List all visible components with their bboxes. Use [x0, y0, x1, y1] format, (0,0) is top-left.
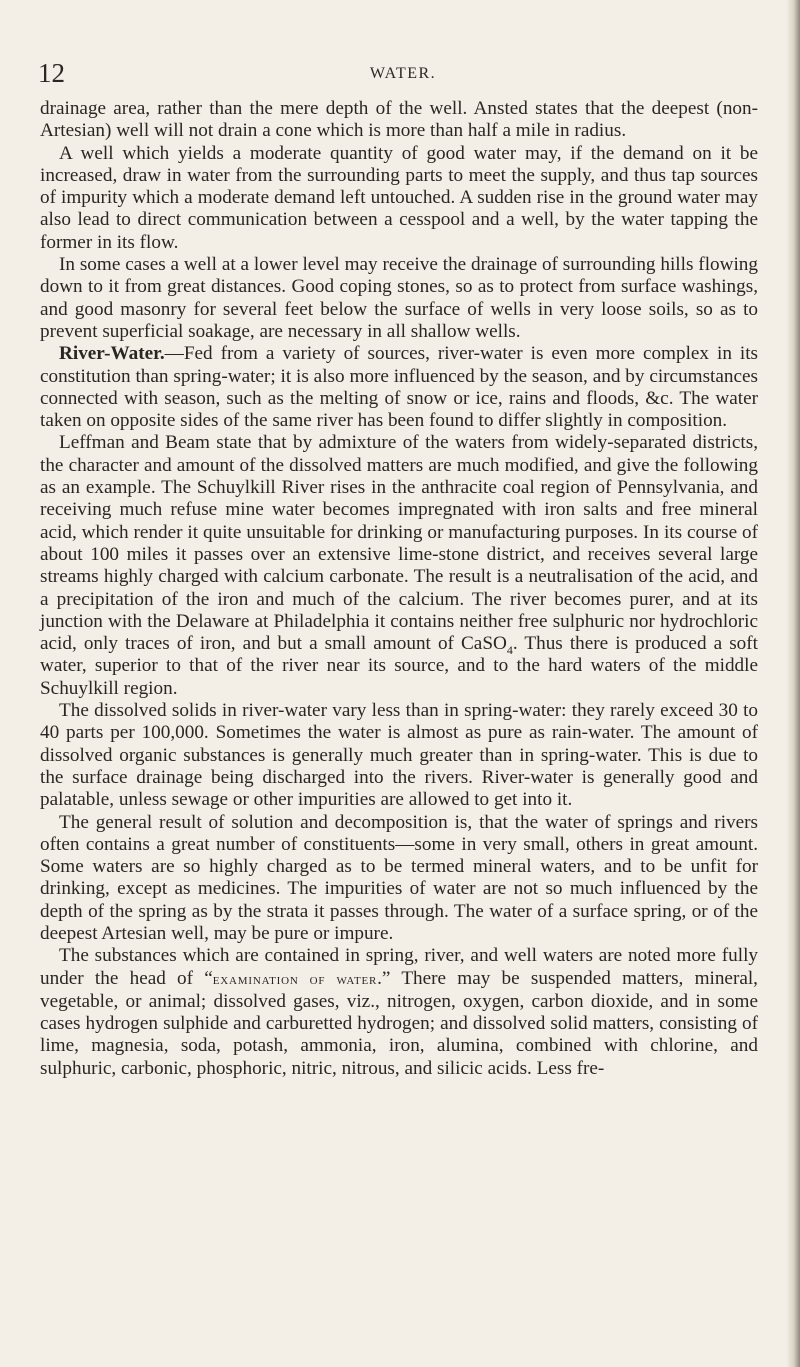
paragraph-8 [40, 945, 758, 1080]
cross-reference-heading: examination of water [212, 970, 378, 988]
page-edge-shadow [786, 0, 800, 1367]
paragraph-7: The general result of solution and decomposition is, that the water of springs and rivers often contains a great number of constituents—some in very small, others in great amount. Some waters are so highly charged as to be termed mineral waters, and to be unfit for drinking, except as medicines. The impurities of water are not so much influenced by the depth of the spring as by the strata it passes through. The water of a surface spring, or of the deepest Artesian well, may be pure or impure. [40, 811, 758, 944]
section-heading-river-water: River-Water. [59, 343, 165, 365]
paragraph-5-part-a: Leffman and Beam state that by admixture of the waters from widely-separated districts, the character and amount of the dissolved matters are much modified, and give the following as an example. The Schuylkill River rises in the anthracite coal region of Pennsylvania, and receiving much refuse mine water becomes impregnated with iron salts and free mineral acid, which render it quite unsuitable for drinking or manufacturing purposes. In its course of about 100 miles it passes over an extensive lime-stone district, and receives several large streams highly charged with calcium carbonate. The result is a neutralisation of the acid, and a precipitation of the iron and much of the calcium. The river becomes purer, and at its junction with the Delaware at Philadelphia it contains neither free sulphuric nor hydrochloric acid, only traces of iron, and but a small amount of CaSO [40, 432, 758, 655]
paragraph-5 [40, 432, 758, 700]
paragraph-4-body: —Fed from a variety of sources, river-water is even more complex in its constitution than spring-water; it is also more influenced by the season, and by circumstances connected with season, such as the melting of snow or ice, rains and floods, &c. The water taken on opposite sides of the same river has been found to differ slightly in composition. [40, 343, 758, 432]
paragraph-6: The dissolved solids in river-water vary less than in spring-water: they rarely exceed 30 to 40 parts per 100,000. Sometimes the water is almost as pure as rain-water. The amount of dissolved organic substances is generally much greater than in spring-water. This is due to the surface drainage being discharged into the rivers. River-water is generally good and palatable, unless sewage or other impurities are allowed to get into it. [40, 700, 758, 811]
paragraph-5-part-b: . Thus there is produced a soft water, superior to that of the river near its source, and to the hard waters of the middle Schuylkill region. [40, 633, 758, 699]
paragraph-2: A well which yields a moderate quantity of good water may, if the demand on it be increased, draw in water from the surrounding parts to meet the supply, and thus tap sources of impurity which a moderate demand left untouched. A sudden rise in the ground water may also lead to direct communication between a cesspool and a well, by the water tapping the former in its flow. [40, 142, 758, 253]
body-text [40, 98, 758, 1080]
running-head: WATER. [369, 65, 437, 82]
paragraph-4 [40, 343, 758, 432]
paragraph-8-part-a: The substances which are contained in spring, river, and well waters are noted more fully under the head of “ [40, 945, 758, 989]
paragraph-3: In some cases a well at a lower level may receive the drainage of surrounding hills flowing down to it from great distances. Good coping stones, so as to protect from surface washings, and good masonry for several feet below the surface of wells in very loose soils, so as to prevent superficial soakage, are necessary in all shallow wells. [40, 254, 758, 342]
formula-subscript: 4 [506, 642, 513, 657]
page-number: 12 [38, 58, 65, 88]
paragraph-8-part-b: .” There may be suspended matters, mineral, vegetable, or animal; dissolved gases, viz., nitrogen, oxygen, carbon dioxide, and in some cases hydrogen sulphide and carburetted hydrogen; and dissolved solid matters, consisting of lime, magnesia, soda, potash, ammonia, iron, alumina, combined with chlorine, and sulphuric, carbonic, phosphoric, nitric, nitrous, and silicic acids. Less fre- [40, 967, 758, 1079]
page-header [38, 58, 758, 88]
paragraph-1: drainage area, rather than the mere depth of the well. Ansted states that the deepest (non-Artesian) well will not drain a cone which is more than half a mile in radius. [40, 98, 758, 142]
